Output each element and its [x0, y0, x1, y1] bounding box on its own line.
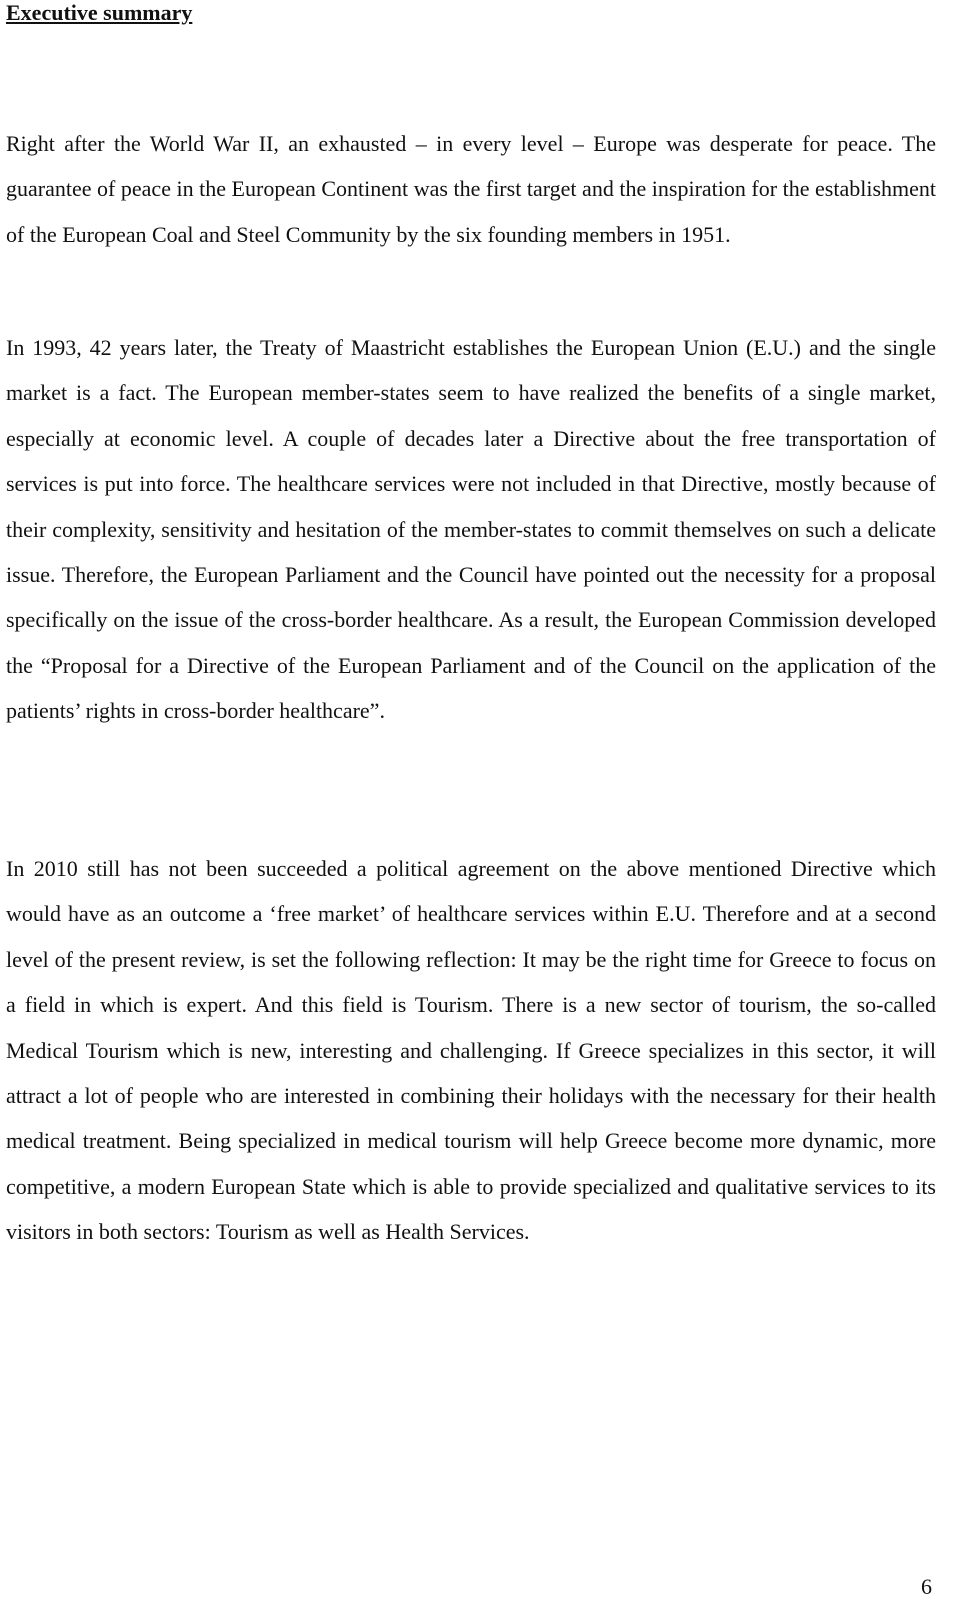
paragraph-2: In 1993, 42 years later, the Treaty of Maastricht establishes the European Union (E.U.) and the single market is a fact. The European member-states seem to have realized the benefits of a single market, especially at economic level. A couple of decades later a Directive about the free transportation of services is put into force. The healthcare services were not included in that Directive, mostly because of their complexity, sensitivity and hesitation of the member-states to commit themselves on such a delicate issue. Therefore, the European Parliament and the Council have pointed out the necessity for a proposal specifically on the issue of the cross-border healthcare. As a result, the European Commission developed the “Proposal for a Directive of the European Parliament and of the Council on the application of the patients’ rights in cross-border healthcare”. — [6, 335, 936, 724]
section-heading: Executive summary — [6, 0, 193, 25]
paragraph-1: Right after the World War II, an exhausted – in every level – Europe was desperate for peace. The guarantee of peace in the European Continent was the first target and the inspiration for the establishment of the European Coal and Steel Community by the six founding members in 1951. — [6, 131, 936, 247]
paragraph-3: In 2010 still has not been succeeded a political agreement on the above mentioned Directive which would have as an outcome a ‘free market’ of healthcare services within E.U. Therefore and at a second level of the present review, is set the following reflection: It may be the right time for Greece to focus on a field in which is expert. And this field is Tourism. There is a new sector of tourism, the so-called Medical Tourism which is new, interesting and challenging. If Greece specializes in this sector, it will attract a lot of people who are interested in combining their holidays with the necessary for their health medical treatment. Being specialized in medical tourism will help Greece become more dynamic, more competitive, a modern European State which is able to provide specialized and qualitative services to its visitors in both sectors: Tourism as well as Health Services. — [6, 856, 936, 1245]
page-number: 6 — [921, 1574, 932, 1599]
